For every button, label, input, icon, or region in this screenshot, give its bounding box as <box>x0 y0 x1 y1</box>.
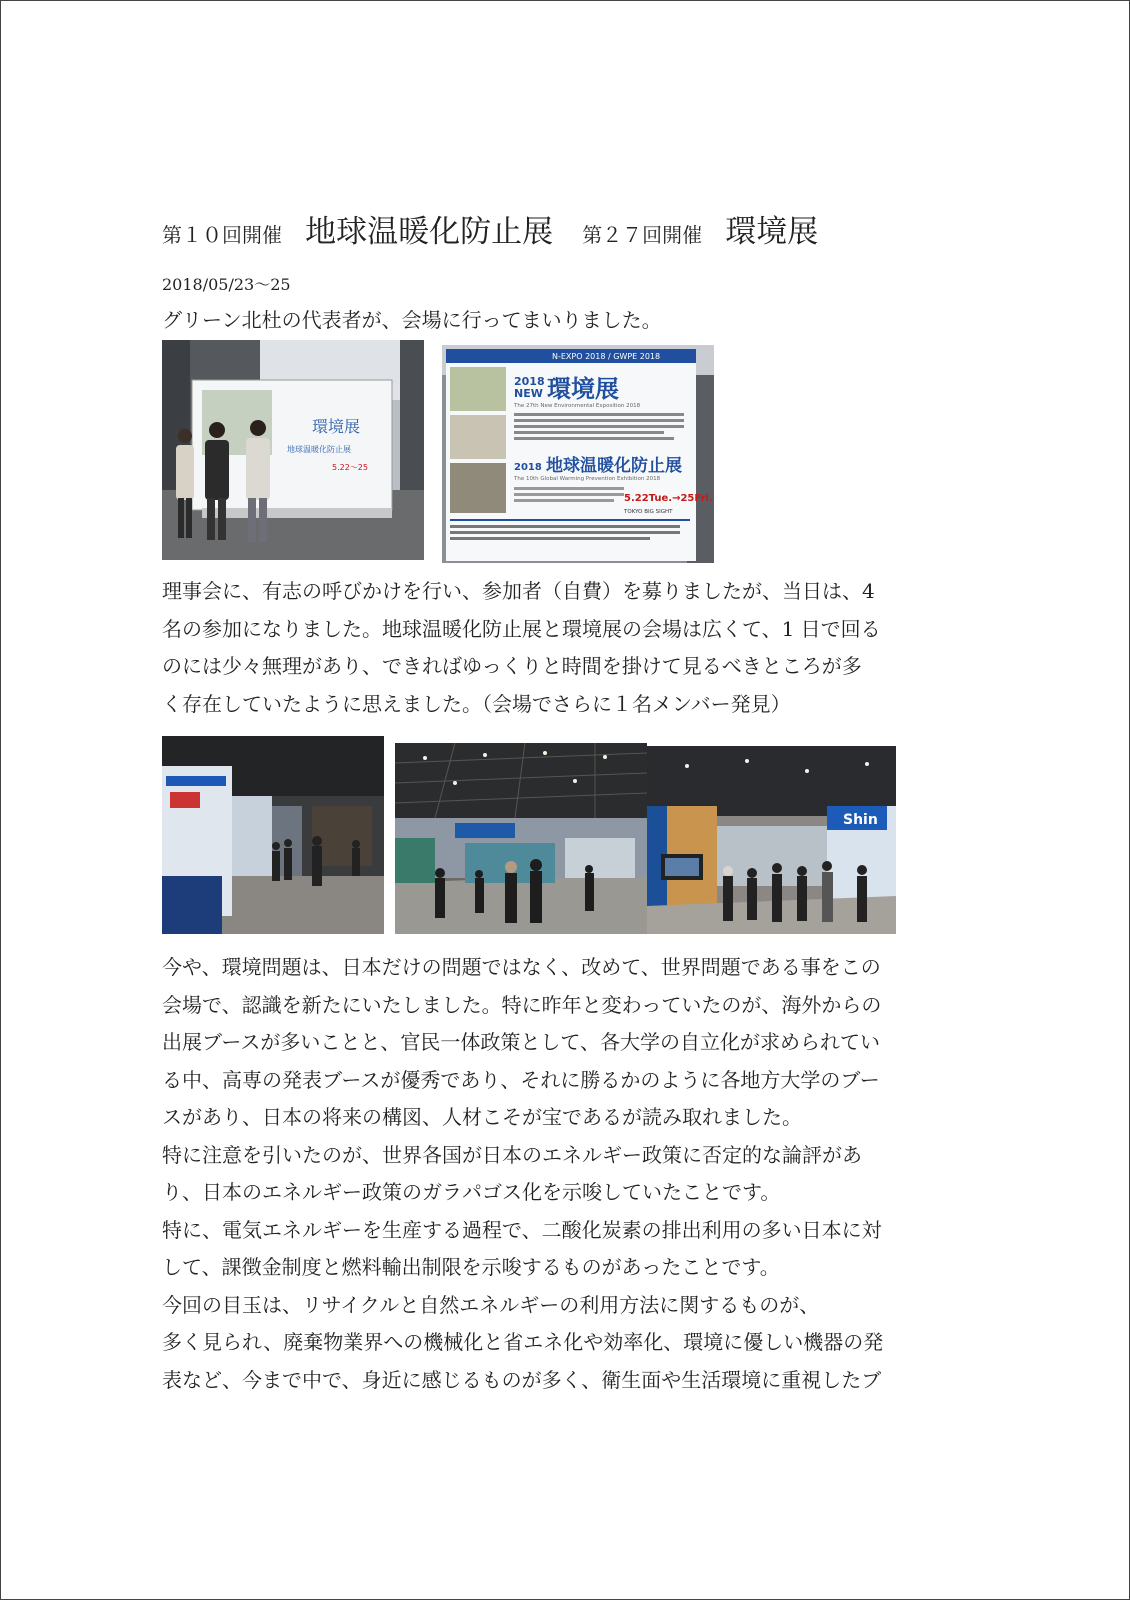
poster-title-2: 地球温暖化防止展 <box>546 456 682 476</box>
poster-small-dates: 5.22～25 <box>332 463 368 472</box>
paragraph-line: 特に注意を引いたのが、世界各国が日本のエネルギー政策に否定的な論評があ <box>162 1142 862 1167</box>
poster-sub-2: The 10th Global Warming Prevention Exhibition 2018 <box>514 476 661 482</box>
paragraph-line: 特に、電気エネルギーを生産する過程で、二酸化炭素の排出利用の多い日本に対 <box>162 1217 882 1242</box>
poster-year1: 2018 <box>514 375 545 388</box>
photo-exhibition-poster <box>442 345 714 563</box>
poster-small-subtitle: 地球温暖化防止展 <box>287 445 351 454</box>
poster-new: NEW <box>514 387 543 400</box>
photo-hall-corridor <box>162 736 384 934</box>
paragraph-line: 表など、今まで中で、身近に感じるものが多く、衛生面や生活環境に重視したブ <box>162 1367 882 1392</box>
paragraph-line: 今回の目玉は、リサイクルと自然エネルギーの利用方法に関するものが、 <box>162 1292 820 1317</box>
paragraph-impressions <box>162 949 972 1399</box>
poster-venue: TOKYO BIG SIGHT <box>624 509 673 515</box>
paragraph-line: 多く見られ、廃棄物業界への機械化と省エネ化や効率化、環境に優しい機器の発 <box>162 1330 884 1354</box>
event2-prefix: 第２７回開催 <box>582 223 703 247</box>
paragraph-line: る中、高専の発表ブースが優秀であり、それに勝るかのように各地方大学のブー <box>162 1067 880 1092</box>
paragraph-line: スがあり、日本の将来の構図、人材こそが宝であるが読み取れました。 <box>162 1105 802 1129</box>
booth-sign: Shin <box>843 812 878 828</box>
paragraph-line: 会場で、認識を新たにいたしました。特に昨年と変わっていたのが、海外からの <box>162 992 882 1017</box>
paragraph-line: のには少々無理があり、できればゆっくりと時間を掛けて見るべきところが多 <box>162 654 862 678</box>
photo-group-at-sign <box>162 340 424 560</box>
event2-name: 環境展 <box>725 214 819 250</box>
event1-prefix: 第１０回開催 <box>162 223 282 247</box>
page-title <box>162 206 819 250</box>
paragraph-line: 出展ブースが多いことと、官民一体政策として、各大学の自立化が求められてい <box>162 1030 880 1054</box>
intro-text: グリーン北杜の代表者が、会場に行ってまいりました。 <box>162 308 662 332</box>
poster-dates: 5.22Tue.→25Fri. <box>624 493 713 504</box>
poster-year2: 2018 <box>514 462 542 473</box>
paragraph-line: 名の参加になりました。地球温暖化防止展と環境展の会場は広くて、1 日で回る <box>162 616 881 641</box>
paragraph-participation <box>162 573 972 723</box>
paragraph-line: 理事会に、有志の呼びかけを行い、参加者（自費）を募りましたが、当日は、4 <box>162 579 875 603</box>
poster-title-1: 環境展 <box>547 375 619 403</box>
photo-booth-area <box>647 746 896 934</box>
photo-exhibition-hall <box>395 743 647 934</box>
poster-sub-1: The 27th New Environmental Exposition 2018 <box>514 403 641 409</box>
event-date: 2018/05/23～25 <box>162 275 291 294</box>
event1-name: 地球温暖化防止展 <box>305 214 554 250</box>
poster-small-title: 環境展 <box>312 417 361 436</box>
paragraph-line: く存在していたように思えました。（会場でさらに１名メンバー発見） <box>162 691 791 716</box>
poster-header: N-EXPO 2018 / GWPE 2018 <box>552 352 661 361</box>
paragraph-line: して、課徴金制度と燃料輸出制限を示唆するものがあったことです。 <box>162 1255 780 1279</box>
paragraph-line: り、日本のエネルギー政策のガラパゴス化を示唆していたことです。 <box>162 1180 781 1204</box>
paragraph-line: 今や、環境問題は、日本だけの問題ではなく、改めて、世界問題である事をこの <box>162 955 881 979</box>
